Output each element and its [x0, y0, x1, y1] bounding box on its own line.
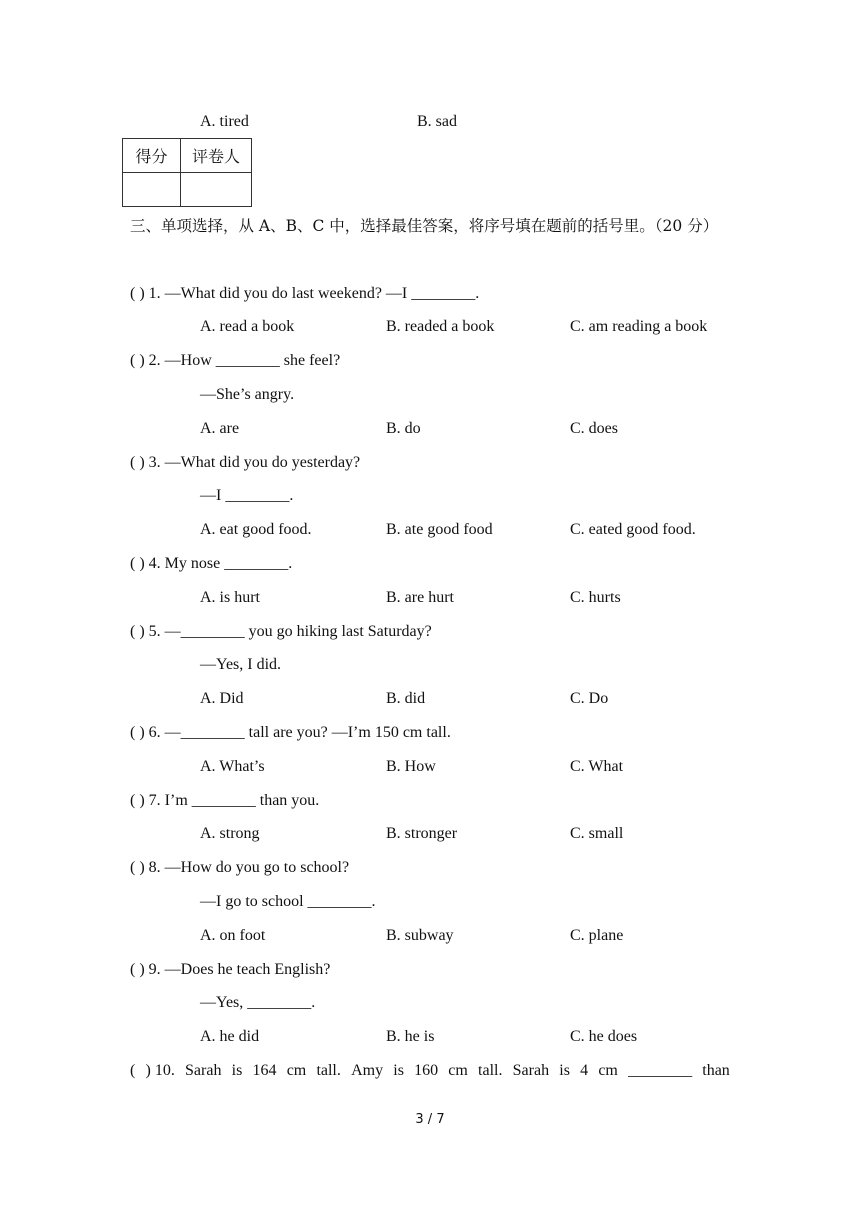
option-c: C. he does [570, 1028, 638, 1045]
q10-word: Sarah [512, 1062, 550, 1079]
option-b: B. do [386, 420, 421, 437]
option-b: B. readed a book [386, 318, 495, 335]
option-c: C. What [570, 758, 624, 775]
question-stem: ( ) 6. —________ tall are you? —I’m 150 cm tall. [130, 724, 451, 741]
option-a: A. strong [200, 825, 260, 842]
question-reply: —I ________. [200, 487, 294, 504]
option-a: A. are [200, 420, 240, 437]
option-c: C. eated good food. [570, 521, 696, 538]
option-c: C. small [570, 825, 624, 842]
q10-word: cm [286, 1062, 307, 1079]
option-b: B. are hurt [386, 589, 454, 606]
question-10-stem [130, 1061, 730, 1081]
score-table [122, 138, 252, 207]
prev-option-a: A. tired [200, 113, 249, 130]
option-b: B. he is [386, 1028, 435, 1045]
q10-word: tall. [478, 1062, 503, 1079]
question-stem: ( ) 1. —What did you do last weekend? —I ________. [130, 285, 480, 302]
option-b: B. ate good food [386, 521, 493, 538]
option-c: C. plane [570, 927, 624, 944]
score-cell[interactable] [123, 173, 181, 207]
question-stem: ( ) 2. —How ________ she feel? [130, 352, 341, 369]
option-a: A. is hurt [200, 589, 260, 606]
q10-word: tall. [316, 1062, 341, 1079]
q10-word: ) 10. [145, 1062, 175, 1079]
question-stem: ( ) 7. I’m ________ than you. [130, 792, 320, 809]
option-a: A. Did [200, 690, 244, 707]
q10-word: 160 [414, 1062, 439, 1079]
q10-word: ( [130, 1062, 136, 1079]
section-title: 三、单项选择，从 A、B、C 中，选择最佳答案，将序号填在题前的括号里。（20 分） [130, 217, 719, 235]
q10-word: 164 [252, 1062, 277, 1079]
question-reply: —I go to school ________. [200, 893, 376, 910]
option-a: A. eat good food. [200, 521, 312, 538]
q10-word: cm [598, 1062, 618, 1079]
q10-word: 4 [580, 1062, 589, 1079]
question-stem: ( ) 5. —________ you go hiking last Saturday? [130, 623, 432, 640]
option-b: B. How [386, 758, 436, 775]
option-a: A. read a book [200, 318, 295, 335]
question-stem: ( ) 9. —Does he teach English? [130, 961, 331, 978]
option-c: C. hurts [570, 589, 621, 606]
prev-option-b: B. sad [417, 113, 457, 130]
question-stem: ( ) 8. —How do you go to school? [130, 859, 350, 876]
question-reply: —Yes, ________. [200, 994, 316, 1011]
option-c: C. Do [570, 690, 609, 707]
option-a: A. What’s [200, 758, 265, 775]
question-stem: ( ) 3. —What did you do yesterday? [130, 454, 361, 471]
option-b: B. did [386, 690, 426, 707]
grader-cell[interactable] [181, 173, 252, 207]
option-a: A. on foot [200, 927, 266, 944]
q10-word: cm [448, 1062, 468, 1079]
question-stem: ( ) 4. My nose ________. [130, 555, 293, 572]
q10-word: Amy [351, 1062, 384, 1079]
q10-word: is [393, 1062, 404, 1079]
grader-label: 评卷人 [181, 139, 252, 173]
q10-word: is [231, 1062, 243, 1079]
q10-word: Sarah [185, 1062, 222, 1079]
option-a: A. he did [200, 1028, 260, 1045]
q10-word: is [559, 1062, 570, 1079]
option-b: B. subway [386, 927, 454, 944]
option-c: C. am reading a book [570, 318, 708, 335]
score-label: 得分 [123, 139, 181, 173]
option-b: B. stronger [386, 825, 458, 842]
page-number: 3 / 7 [415, 1112, 445, 1127]
question-reply: —Yes, I did. [200, 656, 282, 673]
question-reply: —She’s angry. [200, 386, 295, 403]
q10-word: ________ [628, 1062, 693, 1079]
option-c: C. does [570, 420, 618, 437]
q10-word: than [702, 1062, 730, 1079]
